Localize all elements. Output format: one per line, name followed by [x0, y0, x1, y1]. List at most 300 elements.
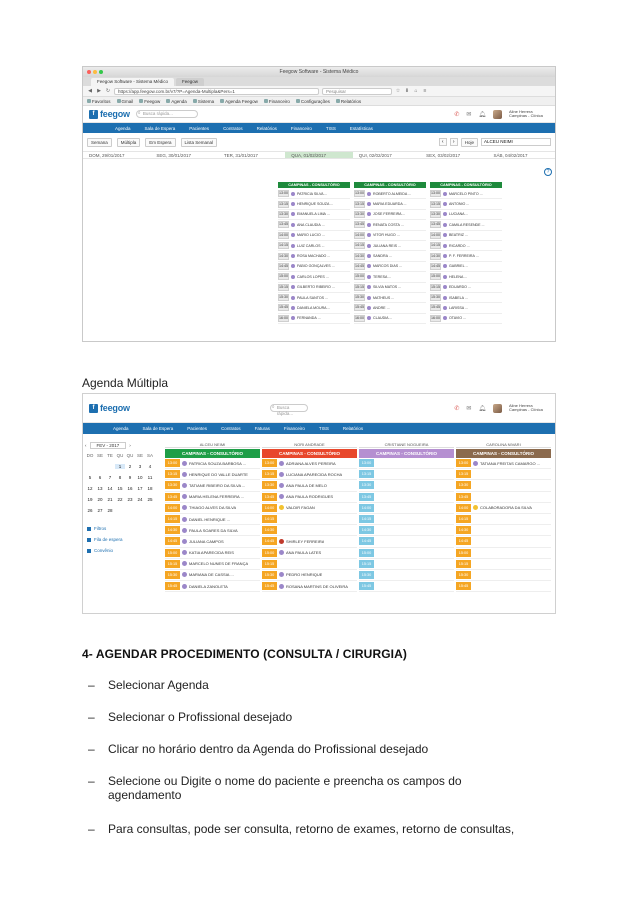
- time-slot[interactable]: 15:15: [431, 284, 440, 289]
- patient-name[interactable]: CLAUDIA ...: [373, 316, 393, 321]
- time-slot[interactable]: 13:15: [165, 470, 180, 478]
- time-slot[interactable]: 14:45: [431, 263, 440, 268]
- phone-icon[interactable]: ✆: [454, 405, 460, 412]
- appointment-row[interactable]: [430, 272, 502, 282]
- appointment-row[interactable]: [354, 251, 426, 261]
- time-slot[interactable]: 15:00: [456, 549, 471, 557]
- calendar-day[interactable]: 6: [98, 475, 102, 480]
- calendar-day[interactable]: 21: [107, 497, 113, 502]
- appointment-row[interactable]: [262, 514, 357, 525]
- patient-name[interactable]: DANIELA MOURA ...: [297, 305, 331, 310]
- appointment-row[interactable]: [456, 492, 551, 503]
- time-slot[interactable]: 13:45: [279, 222, 288, 227]
- patient-name[interactable]: DANIEL HENRIQUE ...: [189, 516, 230, 522]
- patient-name[interactable]: PATRICIA SILVA ...: [297, 191, 328, 196]
- menu-item[interactable]: Faturas: [254, 426, 270, 431]
- time-slot[interactable]: 15:00: [262, 549, 277, 557]
- patient-name[interactable]: HELENA ...: [449, 274, 468, 279]
- appointment-row[interactable]: [262, 581, 357, 592]
- feegow-logo[interactable]: f feegow: [89, 403, 130, 413]
- time-slot[interactable]: 14:15: [262, 515, 277, 523]
- appointment-row[interactable]: [165, 503, 260, 514]
- time-slot[interactable]: 15:45: [431, 305, 440, 310]
- calendar-day[interactable]: 26: [87, 508, 93, 513]
- day-header[interactable]: SEX, 03/02/2017: [426, 153, 461, 158]
- time-slot[interactable]: 13:15: [262, 470, 277, 478]
- time-slot[interactable]: 13:45: [355, 222, 364, 227]
- appointment-row[interactable]: [354, 189, 426, 199]
- patient-name[interactable]: KATIA APARECIDA REIS: [189, 550, 234, 556]
- appointment-row[interactable]: [354, 283, 426, 293]
- appointment-row[interactable]: [359, 458, 454, 469]
- time-slot[interactable]: 15:15: [359, 560, 374, 568]
- menu-item[interactable]: Estatísticas: [349, 125, 373, 131]
- patient-name[interactable]: MARIANA DE CASSIA ...: [189, 572, 234, 578]
- appointment-row[interactable]: [354, 241, 426, 251]
- menu-item[interactable]: Pacientes: [187, 426, 208, 431]
- appointment-row[interactable]: [456, 581, 551, 592]
- menu-item[interactable]: Sala de Espera: [144, 125, 176, 131]
- patient-name[interactable]: THIAGO ALVES DA SILVA: [189, 505, 237, 511]
- time-slot[interactable]: 13:00: [262, 459, 277, 467]
- appointment-row[interactable]: [262, 469, 357, 480]
- time-slot[interactable]: 15:15: [355, 284, 364, 289]
- appointment-row[interactable]: [278, 293, 350, 303]
- forward-icon[interactable]: ▶: [97, 88, 101, 94]
- appointment-row[interactable]: [430, 189, 502, 199]
- appointment-row[interactable]: [278, 314, 350, 324]
- calendar-day[interactable]: 9: [128, 475, 132, 480]
- time-slot[interactable]: 14:15: [279, 243, 288, 248]
- patient-name[interactable]: ISABELA ...: [449, 295, 468, 300]
- url-input[interactable]: https://app.feegow.com.br/v7/?P=Agenda-Multipla&Pers=1: [114, 88, 319, 95]
- time-slot[interactable]: 14:00: [355, 232, 364, 237]
- appointment-row[interactable]: [456, 469, 551, 480]
- messages-icon[interactable]: ✉: [466, 405, 472, 412]
- user-info[interactable]: Aline Herrera Campinas - Clínica: [509, 402, 543, 412]
- time-slot[interactable]: 15:00: [279, 274, 288, 279]
- patient-name[interactable]: ANTONIO ...: [449, 202, 470, 207]
- waiting-view-button[interactable]: Em Espera: [145, 138, 175, 147]
- appointment-row[interactable]: [430, 262, 502, 272]
- patient-name[interactable]: LUCIANA ...: [449, 212, 469, 217]
- time-slot[interactable]: 15:15: [279, 284, 288, 289]
- patient-name[interactable]: PAULA SANTOS ...: [297, 295, 329, 300]
- time-slot[interactable]: 16:00: [355, 315, 364, 320]
- calendar-day[interactable]: 28: [107, 508, 113, 513]
- avatar[interactable]: [493, 404, 502, 413]
- calendar-day[interactable]: 16: [127, 486, 133, 491]
- patient-name[interactable]: HENRIQUE DO VALLE DUARTE: [189, 471, 248, 477]
- time-slot[interactable]: 15:45: [165, 582, 180, 590]
- menu-item[interactable]: Financeiro: [283, 426, 305, 431]
- day-header[interactable]: QUA, 01/02/2017: [285, 152, 352, 158]
- quick-search-input[interactable]: ⌕ Busca rápida...: [270, 404, 308, 412]
- time-slot[interactable]: 13:30: [359, 481, 374, 489]
- patient-name[interactable]: COLABORADORA DA SILVA: [480, 505, 532, 511]
- time-slot[interactable]: 14:00: [262, 504, 277, 512]
- appointment-row[interactable]: [278, 283, 350, 293]
- day-header[interactable]: TER, 31/01/2017: [223, 153, 258, 158]
- calendar-day[interactable]: 12: [87, 486, 93, 491]
- time-slot[interactable]: 15:00: [165, 549, 180, 557]
- time-slot[interactable]: 14:45: [165, 537, 180, 545]
- help-icon[interactable]: ?: [544, 168, 552, 176]
- time-slot[interactable]: 13:45: [431, 222, 440, 227]
- time-slot[interactable]: 14:45: [456, 537, 471, 545]
- patient-name[interactable]: TATIANE RIBEIRO DA SILVA ...: [189, 482, 246, 488]
- patient-name[interactable]: PATRICIA SOUZA BARBOSA ...: [189, 460, 246, 466]
- appointment-row[interactable]: [354, 272, 426, 282]
- time-slot[interactable]: 14:00: [456, 504, 471, 512]
- menu-item[interactable]: TISS: [318, 426, 329, 431]
- time-slot[interactable]: 15:30: [165, 571, 180, 579]
- patient-name[interactable]: ANA PAULA DE MELO: [286, 482, 327, 488]
- patient-name[interactable]: ROSA MACHADO ...: [297, 254, 331, 259]
- patient-name[interactable]: PAULA SOARES DA SILVA: [189, 527, 238, 533]
- side-link[interactable]: [87, 534, 159, 545]
- professional-name[interactable]: CRISTIANE NOGUEIRA: [359, 441, 454, 448]
- avatar[interactable]: [493, 110, 502, 119]
- quick-search-input[interactable]: ⌕ Busca rápida...: [136, 110, 198, 118]
- appointment-row[interactable]: [430, 199, 502, 209]
- day-header[interactable]: DOM, 29/01/2017: [89, 153, 125, 158]
- time-slot[interactable]: 14:15: [165, 515, 180, 523]
- appointment-row[interactable]: [165, 570, 260, 581]
- calendar-day[interactable]: 14: [107, 486, 113, 491]
- next-month-icon[interactable]: ›: [129, 443, 131, 448]
- appointment-row[interactable]: [359, 536, 454, 547]
- patient-name[interactable]: SILVIA MATOS ...: [373, 285, 402, 290]
- appointment-row[interactable]: [359, 570, 454, 581]
- appointment-row[interactable]: [165, 514, 260, 525]
- time-slot[interactable]: 14:00: [279, 232, 288, 237]
- time-slot[interactable]: 15:30: [456, 571, 471, 579]
- calendar-day[interactable]: 3: [138, 464, 142, 469]
- patient-name[interactable]: MARCELO PINTO ...: [449, 191, 483, 196]
- patient-name[interactable]: SANDRA ...: [373, 254, 392, 259]
- window-controls[interactable]: [87, 70, 103, 74]
- time-slot[interactable]: 15:15: [262, 560, 277, 568]
- calendar-day[interactable]: 10: [137, 475, 143, 480]
- time-slot[interactable]: 15:00: [359, 549, 374, 557]
- time-slot[interactable]: 13:45: [359, 493, 374, 501]
- bookmark-item[interactable]: [139, 99, 160, 104]
- time-slot[interactable]: 14:30: [456, 526, 471, 534]
- side-link[interactable]: [87, 545, 159, 556]
- time-slot[interactable]: 15:00: [431, 274, 440, 279]
- prev-month-icon[interactable]: ‹: [85, 443, 87, 448]
- patient-name[interactable]: MATHEUS ...: [373, 295, 395, 300]
- patient-name[interactable]: TATIANA FREITAS CAMARGO ...: [480, 460, 541, 466]
- time-slot[interactable]: 13:30: [431, 211, 440, 216]
- bookmark-item[interactable]: [296, 99, 330, 104]
- appointment-row[interactable]: [359, 525, 454, 536]
- day-header[interactable]: QUI, 02/02/2017: [358, 153, 392, 158]
- patient-name[interactable]: VITOR HUGO ...: [373, 233, 400, 238]
- patient-name[interactable]: MARIO LUCIO ...: [297, 233, 325, 238]
- appointment-row[interactable]: [359, 480, 454, 491]
- bookmark-item[interactable]: [220, 99, 258, 104]
- appointment-row[interactable]: [359, 514, 454, 525]
- download-icon[interactable]: ⬇: [404, 88, 410, 94]
- patient-name[interactable]: FABIO GONÇALVES ...: [297, 264, 335, 269]
- menu-item[interactable]: Relatórios: [256, 125, 277, 131]
- side-link[interactable]: [87, 523, 159, 534]
- time-slot[interactable]: 14:45: [355, 263, 364, 268]
- patient-name[interactable]: VALDIR FAGAN: [286, 505, 315, 511]
- appointment-row[interactable]: [278, 199, 350, 209]
- menu-item[interactable]: Sala de Espera: [142, 426, 174, 431]
- calendar-day[interactable]: 5: [88, 475, 92, 480]
- menu-item[interactable]: Agenda: [115, 125, 131, 131]
- calendar-day[interactable]: 2: [128, 464, 132, 469]
- calendar-day[interactable]: 22: [117, 497, 123, 502]
- appointment-row[interactable]: [354, 231, 426, 241]
- appointment-row[interactable]: [165, 458, 260, 469]
- menu-icon[interactable]: ≡: [423, 88, 427, 94]
- time-slot[interactable]: 15:30: [279, 295, 288, 300]
- reload-icon[interactable]: ↻: [105, 88, 111, 94]
- calendar-day[interactable]: 15: [117, 486, 123, 491]
- appointment-row[interactable]: [456, 536, 551, 547]
- next-button[interactable]: ›: [450, 138, 458, 146]
- patient-name[interactable]: JOSE FERREIRA ...: [373, 212, 406, 217]
- patient-name[interactable]: EDUARDO ...: [449, 285, 471, 290]
- time-slot[interactable]: 15:45: [262, 582, 277, 590]
- patient-name[interactable]: ANA PAULA RODRIGUES: [286, 494, 334, 500]
- appointment-row[interactable]: [165, 548, 260, 559]
- time-slot[interactable]: 13:00: [165, 459, 180, 467]
- patient-name[interactable]: JULIANA CAMPOS: [189, 538, 224, 544]
- prev-button[interactable]: ‹: [439, 138, 447, 146]
- patient-name[interactable]: DANIELA ZANOLETA: [189, 583, 228, 589]
- appointment-row[interactable]: [262, 503, 357, 514]
- bookmark-item[interactable]: [117, 99, 134, 104]
- appointment-row[interactable]: [359, 469, 454, 480]
- time-slot[interactable]: 15:30: [355, 295, 364, 300]
- calendar-day[interactable]: 27: [97, 508, 103, 513]
- appointment-row[interactable]: [165, 492, 260, 503]
- time-slot[interactable]: 15:15: [456, 560, 471, 568]
- calendar-day[interactable]: 18: [147, 486, 153, 491]
- time-slot[interactable]: 14:00: [165, 504, 180, 512]
- patient-name[interactable]: MARIA EDUARDA ...: [373, 202, 407, 207]
- appointment-row[interactable]: [165, 469, 260, 480]
- appointment-row[interactable]: [354, 220, 426, 230]
- appointment-row[interactable]: [359, 548, 454, 559]
- time-slot[interactable]: 13:15: [355, 201, 364, 206]
- menu-item[interactable]: Contratos: [223, 125, 243, 131]
- time-slot[interactable]: 15:45: [279, 305, 288, 310]
- appointment-row[interactable]: [354, 262, 426, 272]
- appointment-row[interactable]: [430, 283, 502, 293]
- patient-name[interactable]: PEDRO HENRIQUE: [286, 572, 323, 578]
- calendar-day[interactable]: 1: [115, 464, 125, 469]
- appointment-row[interactable]: [278, 251, 350, 261]
- time-slot[interactable]: 14:00: [359, 504, 374, 512]
- appointment-row[interactable]: [354, 303, 426, 313]
- calendar-day[interactable]: 19: [87, 497, 93, 502]
- appointment-row[interactable]: [165, 581, 260, 592]
- appointment-row[interactable]: [262, 458, 357, 469]
- week-view-button[interactable]: Semana: [87, 138, 112, 147]
- time-slot[interactable]: 15:30: [262, 571, 277, 579]
- day-header[interactable]: SÁB, 04/02/2017: [493, 153, 528, 158]
- home-icon[interactable]: ⌂: [414, 88, 418, 94]
- appointment-row[interactable]: [165, 480, 260, 491]
- time-slot[interactable]: 14:15: [431, 243, 440, 248]
- star-icon[interactable]: ☆: [395, 88, 401, 94]
- appointment-row[interactable]: [262, 536, 357, 547]
- appointment-row[interactable]: [354, 314, 426, 324]
- patient-name[interactable]: RICARDO ...: [449, 243, 470, 248]
- patient-name[interactable]: MARCOS DIAS ...: [373, 264, 403, 269]
- calendar-day[interactable]: 8: [118, 475, 122, 480]
- patient-name[interactable]: MARIA HELENA FERREIRA ...: [189, 494, 244, 500]
- patient-name[interactable]: LARISSA ...: [449, 305, 468, 310]
- bell-icon[interactable]: 🔔︎: [478, 111, 486, 118]
- appointment-row[interactable]: [262, 480, 357, 491]
- browser-search-input[interactable]: Pesquisar: [322, 88, 392, 95]
- time-slot[interactable]: 13:30: [165, 481, 180, 489]
- appointment-row[interactable]: [456, 525, 551, 536]
- time-slot[interactable]: 15:15: [165, 560, 180, 568]
- appointment-row[interactable]: [354, 210, 426, 220]
- appointment-row[interactable]: [456, 548, 551, 559]
- time-slot[interactable]: 14:00: [431, 232, 440, 237]
- patient-name[interactable]: FERNANDA ...: [297, 316, 321, 321]
- weekly-list-button[interactable]: Lista Semanal: [181, 138, 218, 147]
- feegow-logo[interactable]: f feegow: [89, 109, 130, 119]
- professional-select[interactable]: ALCEU NEIMI: [481, 138, 551, 146]
- time-slot[interactable]: 14:30: [165, 526, 180, 534]
- time-slot[interactable]: 13:00: [279, 191, 288, 196]
- appointment-row[interactable]: [430, 293, 502, 303]
- patient-name[interactable]: JULIANA REIS ...: [373, 243, 401, 248]
- appointment-row[interactable]: [262, 570, 357, 581]
- calendar-day[interactable]: 13: [97, 486, 103, 491]
- multiple-view-button[interactable]: Múltipla: [117, 138, 141, 147]
- calendar-day[interactable]: 20: [97, 497, 103, 502]
- time-slot[interactable]: 16:00: [279, 315, 288, 320]
- appointment-row[interactable]: [262, 492, 357, 503]
- time-slot[interactable]: 13:15: [279, 201, 288, 206]
- appointment-row[interactable]: [430, 241, 502, 251]
- appointment-row[interactable]: [165, 525, 260, 536]
- appointment-row[interactable]: [262, 559, 357, 570]
- appointment-row[interactable]: [430, 220, 502, 230]
- patient-name[interactable]: HENRIQUE SOUZA ...: [297, 202, 334, 207]
- patient-name[interactable]: MARCELO NUNES DE FRANÇA: [189, 561, 249, 567]
- appointment-row[interactable]: [456, 480, 551, 491]
- time-slot[interactable]: 13:00: [431, 191, 440, 196]
- time-slot[interactable]: 14:45: [279, 263, 288, 268]
- appointment-row[interactable]: [278, 220, 350, 230]
- bookmark-item[interactable]: [193, 99, 214, 104]
- appointment-row[interactable]: [354, 293, 426, 303]
- menu-item[interactable]: Contratos: [221, 426, 241, 431]
- month-select[interactable]: FEV - 2017: [90, 442, 127, 449]
- appointment-row[interactable]: [278, 241, 350, 251]
- calendar-day[interactable]: 17: [137, 486, 143, 491]
- patient-name[interactable]: CAMILA RESENDE ...: [449, 222, 485, 227]
- patient-name[interactable]: P. F. FERREIRA ...: [449, 254, 479, 259]
- appointment-row[interactable]: [430, 251, 502, 261]
- appointment-row[interactable]: [278, 210, 350, 220]
- time-slot[interactable]: 13:30: [355, 211, 364, 216]
- time-slot[interactable]: 13:30: [456, 481, 471, 489]
- patient-name[interactable]: RENATA COSTA ...: [373, 222, 404, 227]
- time-slot[interactable]: 13:00: [355, 191, 364, 196]
- time-slot[interactable]: 14:15: [456, 515, 471, 523]
- patient-name[interactable]: TERESA ...: [373, 274, 392, 279]
- time-slot[interactable]: 14:15: [355, 243, 364, 248]
- time-slot[interactable]: 13:45: [456, 493, 471, 501]
- time-slot[interactable]: 14:30: [359, 526, 374, 534]
- calendar-day[interactable]: 4: [148, 464, 152, 469]
- time-slot[interactable]: 13:45: [165, 493, 180, 501]
- time-slot[interactable]: 15:00: [355, 274, 364, 279]
- appointment-row[interactable]: [456, 570, 551, 581]
- calendar-day[interactable]: 25: [147, 497, 153, 502]
- time-slot[interactable]: 13:45: [262, 493, 277, 501]
- time-slot[interactable]: 15:45: [359, 582, 374, 590]
- patient-name[interactable]: ANA CLAUDIA ...: [297, 222, 325, 227]
- patient-name[interactable]: ROSANA MARTINS DE OLIVEIRA: [286, 583, 348, 589]
- professional-name[interactable]: NORI ANDRADE: [262, 441, 357, 448]
- appointment-row[interactable]: [165, 559, 260, 570]
- appointment-row[interactable]: [430, 210, 502, 220]
- appointment-row[interactable]: [278, 303, 350, 313]
- appointment-row[interactable]: [359, 581, 454, 592]
- appointment-row[interactable]: [278, 189, 350, 199]
- calendar-day[interactable]: 23: [127, 497, 133, 502]
- time-slot[interactable]: 13:15: [359, 470, 374, 478]
- time-slot[interactable]: 15:45: [355, 305, 364, 310]
- appointment-row[interactable]: [359, 559, 454, 570]
- time-slot[interactable]: 14:30: [355, 253, 364, 258]
- time-slot[interactable]: 14:30: [279, 253, 288, 258]
- appointment-row[interactable]: [359, 492, 454, 503]
- time-slot[interactable]: 13:00: [456, 459, 471, 467]
- time-slot[interactable]: 13:30: [262, 481, 277, 489]
- calendar-day[interactable]: 7: [108, 475, 112, 480]
- appointment-row[interactable]: [354, 199, 426, 209]
- patient-name[interactable]: ANA PAULA LATES: [286, 550, 322, 556]
- appointment-row[interactable]: [430, 231, 502, 241]
- patient-name[interactable]: OTAVIO ...: [449, 316, 467, 321]
- day-header[interactable]: SEG, 30/01/2017: [156, 153, 191, 158]
- messages-icon[interactable]: ✉: [466, 111, 472, 118]
- time-slot[interactable]: 15:45: [456, 582, 471, 590]
- appointment-row[interactable]: [456, 514, 551, 525]
- browser-tab[interactable]: Feegow: [176, 78, 204, 86]
- time-slot[interactable]: 14:15: [359, 515, 374, 523]
- appointment-row[interactable]: [456, 458, 551, 469]
- menu-item[interactable]: Agenda: [113, 426, 129, 431]
- appointment-row[interactable]: [359, 503, 454, 514]
- menu-item[interactable]: Relatórios: [342, 426, 364, 431]
- appointment-row[interactable]: [278, 231, 350, 241]
- appointment-row[interactable]: [456, 559, 551, 570]
- time-slot[interactable]: 13:30: [279, 211, 288, 216]
- back-icon[interactable]: ◀: [88, 88, 92, 94]
- calendar-day[interactable]: 24: [137, 497, 143, 502]
- appointment-row[interactable]: [430, 303, 502, 313]
- time-slot[interactable]: 13:15: [431, 201, 440, 206]
- patient-name[interactable]: ANDRE ...: [373, 305, 390, 310]
